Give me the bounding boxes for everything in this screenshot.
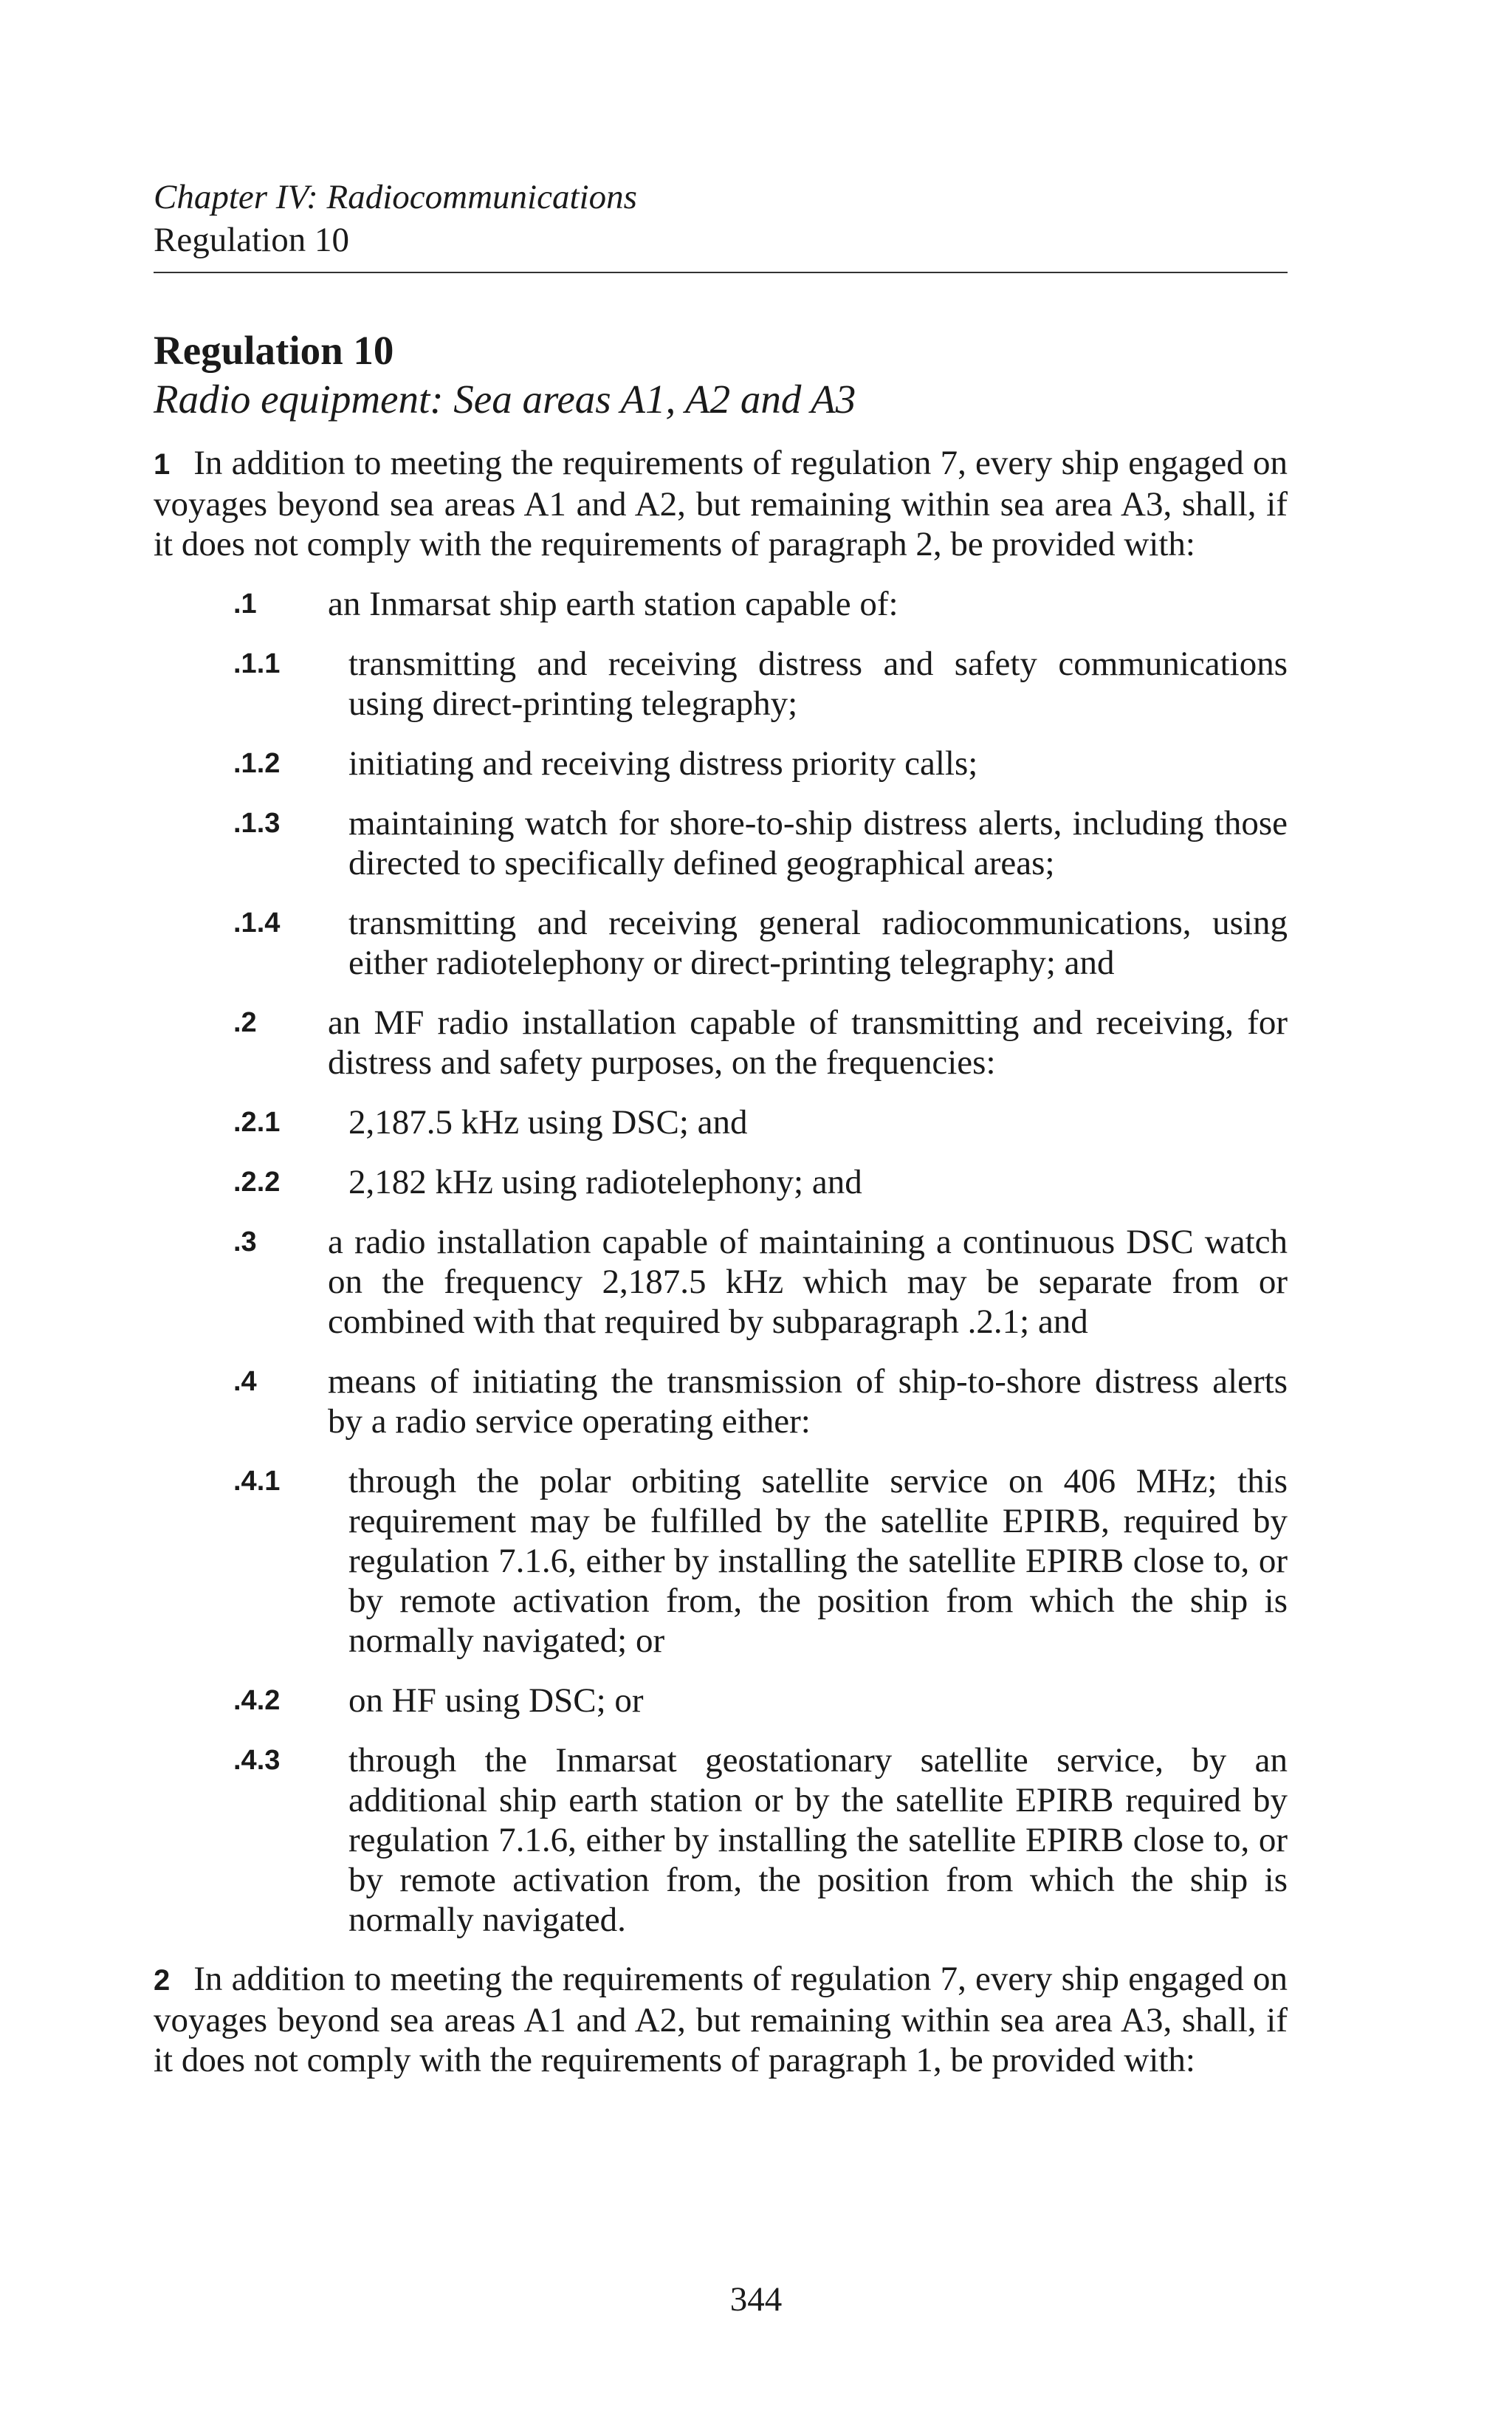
item-number: .1.1 xyxy=(233,648,281,679)
page-number: 344 xyxy=(729,2280,783,2319)
item-number: .2.2 xyxy=(233,1167,281,1198)
item-number: .1.3 xyxy=(233,808,281,839)
list-item xyxy=(154,1362,1288,1441)
item-text: an Inmarsat ship earth station capable of: xyxy=(328,585,898,623)
item-number: .3 xyxy=(233,1226,257,1257)
list-item xyxy=(154,1162,1288,1202)
list-item xyxy=(154,644,1288,724)
item-text: means of initiating the transmission of ship-to-shore distress alerts by a radio service operating either: xyxy=(328,1362,1288,1441)
list-item xyxy=(154,1461,1288,1661)
item-number: .1.4 xyxy=(233,907,281,939)
item-text: transmitting and receiving general radiocommunications, using either radiotelephony or direct-printing telegraphy; and xyxy=(348,904,1288,982)
paragraph-text: In addition to meeting the requirements of regulation 7, every ship engaged on voyages beyond sea areas A1 and A2, but remaining within sea area A3, shall, if it does not comply with the requirements of paragraph 1, be provided with: xyxy=(154,1960,1288,2079)
item-text: initiating and receiving distress priority calls; xyxy=(348,744,978,783)
item-number: .4.1 xyxy=(233,1466,281,1497)
item-text: an MF radio installation capable of transmitting and receiving, for distress and safety purposes, on the frequencies: xyxy=(328,1003,1288,1082)
item-number: .2.1 xyxy=(233,1107,281,1138)
paragraph-1 xyxy=(154,443,1288,564)
item-text: 2,187.5 kHz using DSC; and xyxy=(348,1103,748,1142)
running-head-chapter: Chapter IV: Radiocommunications xyxy=(154,178,637,216)
item-text: transmitting and receiving distress and safety communications using direct-printing telegraphy; xyxy=(348,645,1288,723)
item-text: on HF using DSC; or xyxy=(348,1681,644,1720)
paragraph-text: In addition to meeting the requirements of regulation 7, every ship engaged on voyages beyond sea areas A1 and A2, but remaining within sea area A3, shall, if it does not comply with the requirements of paragraph 2, be provided with: xyxy=(154,444,1288,563)
list-item xyxy=(154,1681,1288,1720)
list-item xyxy=(154,584,1288,624)
item-text: 2,182 kHz using radiotelephony; and xyxy=(348,1163,862,1201)
item-number: .4.3 xyxy=(233,1745,281,1776)
list-item xyxy=(154,1222,1288,1342)
list-item xyxy=(154,903,1288,983)
regulation-title: Regulation 10 xyxy=(154,328,394,373)
running-head xyxy=(154,176,1288,261)
item-number: .4.2 xyxy=(233,1685,281,1716)
list-item xyxy=(154,1102,1288,1142)
regulation-subtitle: Radio equipment: Sea areas A1, A2 and A3 xyxy=(154,377,856,422)
paragraph-2 xyxy=(154,1959,1288,2080)
item-text: through the Inmarsat geostationary satellite service, by an additional ship earth station or by the satellite EPIRB required by regulation 7.1.6, either by installing the satellite EPIRB close to, or by remote activation from, the position from which the ship is normally navigated. xyxy=(348,1741,1288,1939)
list-item xyxy=(154,1740,1288,1940)
list-item xyxy=(154,803,1288,883)
item-text: through the polar orbiting satellite service on 406 MHz; this requirement may be fulfilled by the satellite EPIRB, required by regulation 7.1.6, either by installing the satellite EPIRB close to, or by remote activation from, the position from which the ship is normally navigated; or xyxy=(348,1462,1288,1660)
list-item xyxy=(154,1003,1288,1082)
running-head-regulation: Regulation 10 xyxy=(154,221,349,259)
item-number: .2 xyxy=(233,1007,257,1038)
item-text: a radio installation capable of maintaining a continuous DSC watch on the frequency 2,187.5 kHz which may be separate from or combined with that required by subparagraph .2.1; and xyxy=(328,1223,1288,1341)
paragraph-number: 1 xyxy=(154,448,171,481)
item-number: .4 xyxy=(233,1366,257,1397)
item-number: .1.2 xyxy=(233,748,281,779)
item-number: .1 xyxy=(233,589,257,620)
page-content xyxy=(154,176,1288,2080)
list-item xyxy=(154,744,1288,783)
paragraph-number: 2 xyxy=(154,1964,171,1997)
item-text: maintaining watch for shore-to-ship distress alerts, including those directed to specifically defined geographical areas; xyxy=(348,804,1288,882)
header-divider xyxy=(154,272,1288,273)
